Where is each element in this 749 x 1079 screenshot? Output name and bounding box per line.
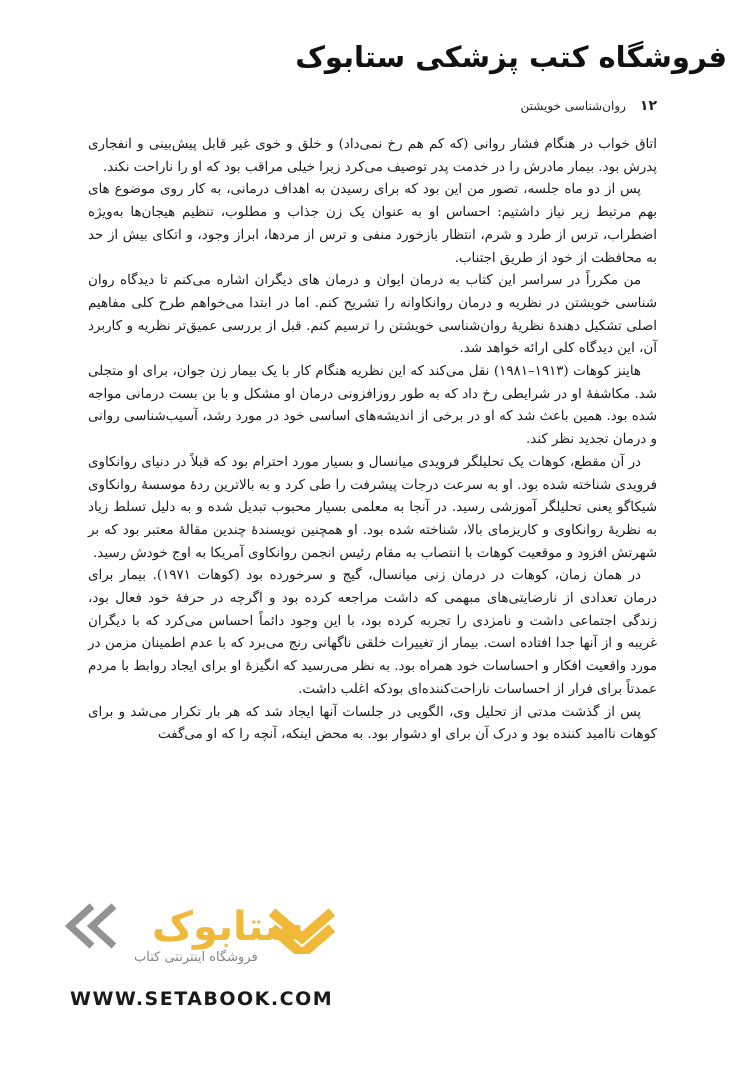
paragraph: در آن مقطع، کوهات یک تحلیلگر فرویدی میانسال و بسیار مورد احترام بود که قبلاً در دنیای روانکاوی فرویدی شناخته شده بود. او به سرعت درجات پیشرفت را طی کرد و به بالاترین ردهٔ موسسهٔ روانکاوی شیکاگو یعنی تحلیلگر آموزشی رسید. در آنجا به معلمی بسیار محبوب تبدیل شده و به دلیل تسلط زیاد به نظریهٔ روانکاوی و کاریزمای بالا، شناخته شده بود. او همچنین نویسندهٔ چندین مقالهٔ معتبر بود که بر شهرتش افزود و موقعیت کوهات با انتصاب به مقام رئیس انجمن روانکاوی آمریکا به اوج خودش رسید. (88, 454, 657, 561)
paragraph: در همان زمان، کوهات در درمان زنی میانسال، گیج و سرخورده بود (کوهات ۱۹۷۱). بیمار برای درمان تعدادی از نارضایتی‌های مبهمی که داشت مراجعه کرده بود و اگرچه در حرفهٔ خود فعال بود، زندگی اجتماعی داشت و نامزدی را تجربه کرده بود، با این وجود دائماً احساس می‌کرد که با دیگران غریبه و از آنها جدا افتاده است. بیمار از تغییرات خلقی ناگهانی رنج می‌برد که با عدم اطمینان مزمن در مورد واقعیت افکار و احساسات خود همراه بود. به نظر می‌رسید که انگیزهٔ او برای ایجاد روابط با مردم عمدتاً برای فرار از احساسات ناراحت‌کننده‌ای بودکه اغلب داشت. (88, 568, 657, 697)
paragraph: هاینز کوهات (۱۹۱۳–۱۹۸۱) نقل می‌کند که این نظریه هنگام کار با یک بیمار زن جوان، برای او متجلی شد. مکاشفهٔ او در شرایطی رخ داد که به طور روزافزونی درمان او مشکل و با بن بست درمانی مواجه شده بود. همین باعث شد که او در برخی از اندیشه‌های اساسی خود در مورد رشد، آسیب‌شناسی روانی و درمان تجدید نظر کند. (88, 364, 657, 448)
page-number: ۱۲ (639, 98, 657, 114)
setabook-watermark (62, 898, 342, 988)
paragraph: پس از گذشت مدتی از تحلیل وی، الگویی در جلسات آنها ایجاد شد که هر بار تکرار می‌شد و برای کوهات ناامید کننده بود و درک آن برای او دشوار بود. به محض اینکه، آنچه را که او می‌گفت (88, 704, 657, 743)
watermark-tagline: فروشگاه اینترنتی کتاب (134, 950, 258, 965)
body-text (88, 134, 657, 747)
book-title: روان‌شناسی خویشتن (520, 99, 626, 113)
paragraph: پس از دو ماه جلسه، تصور من این بود که برای رسیدن به اهداف درمانی، به کار روی موضوع های بهم مرتبط زیر نیاز داشتیم: احساس او به عنوان یک زن جذاب و مطلوب، تنظیم هیجان‌ها به‌ویژه اضطراب، ترس از طرد و شرم، انتظار بازخورد منفی و ترس از مردها، ابراز وجود، و اتکای بیش از حد به محافظت از خود از طریق اجتناب. (88, 182, 657, 266)
running-head (92, 98, 657, 114)
paragraph: من مکرراً در سراسر این کتاب به درمان ایوان و درمان های دیگران اشاره می‌کنم تا دیدگاه روان شناسی خویشتن در نظریه و درمان روانکاوانه را تشریح کنم. اما در ابتدا می‌خواهم طرح کلی مفاهیم اصلی تشکیل دهندهٔ نظریهٔ روان‌شناسی خویشتن را ترسیم کنم. قبل از بررسی عمیق‌تر نظریه و کاربرد آن، این دیدگاه کلی ارائه خواهد شد. (88, 273, 657, 357)
watermark-brand: ستابوک (152, 904, 304, 950)
watermark-url: WWW.SETABOOK.COM (70, 988, 334, 1010)
site-title: فروشگاه کتب پزشکی ستابوک (295, 40, 727, 74)
paragraph: اتاق خواب در هنگام فشار روانی (که کم هم رخ نمی‌داد) و خلق و خوی غیر قابل پیش‌بینی و انفجاری پدرش بود. بیمار مادرش را در خدمت پدر توصیف می‌کرد زیرا خیلی مراقب بود که او را ناراحت نکند. (88, 137, 657, 175)
